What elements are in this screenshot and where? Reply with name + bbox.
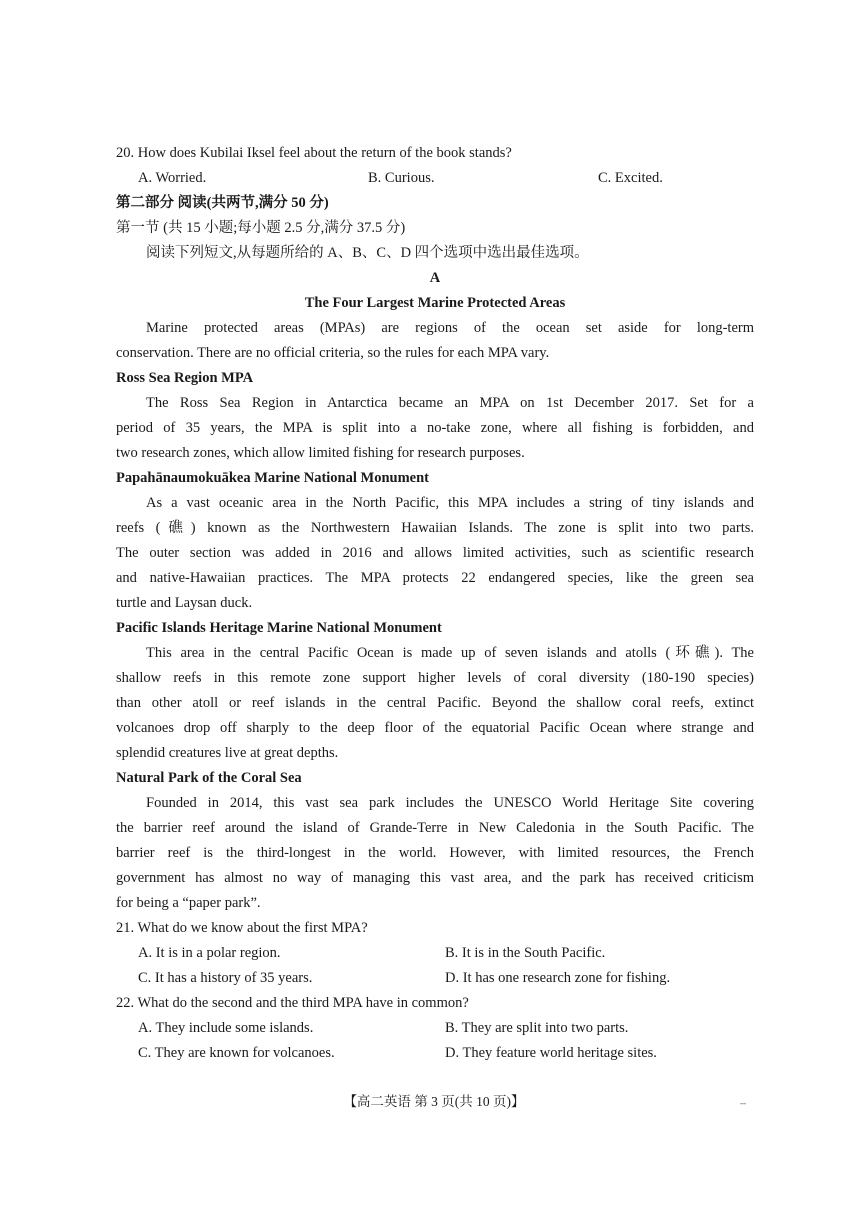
exam-page [116,141,754,1066]
section1-title: 第一节 (共 15 小题;每小题 2.5 分,满分 37.5 分) [116,220,406,236]
paragraph-line: period of 35 years, the MPA is split into a no-take zone, where all fishing is forbidden, and [116,420,754,436]
q22-stem: 22. What do the second and the third MPA have in common? [116,995,469,1011]
q21-stem: 21. What do we know about the first MPA? [116,920,368,936]
section-heading: Pacific Islands Heritage Marine National Monument [116,620,442,636]
q20-option-b: B. Curious. [368,170,435,186]
q21-option-a: A. It is in a polar region. [138,945,281,961]
q20-option-c: C. Excited. [598,170,663,186]
paragraph-line: two research zones, which allow limited fishing for research purposes. [116,445,525,461]
paragraph-line: for being a “paper park”. [116,895,261,911]
page-footer: 【高二英语 第 3 页(共 10 页)】 [343,1094,525,1109]
paragraph-line: than other atoll or reef islands in the central Pacific. Beyond the shallow coral reefs, extinct [116,695,754,711]
paragraph-line: shallow reefs in this remote zone support higher levels of coral diversity (180-190 species) [116,670,754,686]
intro-line: conservation. There are no official criteria, so the rules for each MPA vary. [116,345,550,361]
paragraph-line: the barrier reef around the island of Grande-Terre in New Caledonia in the South Pacific. The [116,820,754,836]
q22-option-a: A. They include some islands. [138,1020,314,1036]
section-heading: Ross Sea Region MPA [116,370,254,386]
q22-option-b: B. They are split into two parts. [445,1020,629,1036]
q21-option-b: B. It is in the South Pacific. [445,945,606,961]
paragraph-line: This area in the central Pacific Ocean is made up of seven islands and atolls (环礁). The [146,645,754,661]
q20-stem: 20. How does Kubilai Iksel feel about the return of the book stands? [116,145,512,161]
q21-option-c: C. It has a history of 35 years. [138,970,313,986]
part2-title: 第二部分 阅读(共两节,满分 50 分) [116,195,329,211]
q22-option-d: D. They feature world heritage sites. [445,1045,657,1061]
paragraph-line: government has almost no way of managing this vast area, and the park has received criticism [116,870,754,886]
paragraph-line: As a vast oceanic area in the North Pacific, this MPA includes a string of tiny islands and [146,495,754,511]
section-heading: Papahānaumokuākea Marine National Monument [116,470,429,486]
intro-line: Marine protected areas (MPAs) are regions of the ocean set aside for long-term [146,320,754,336]
paragraph-line: reefs (礁) known as the Northwestern Hawaiian Islands. The zone is split into two parts. [116,520,754,536]
q22-options-row [116,1041,754,1066]
paragraph-line: Founded in 2014, this vast sea park includes the UNESCO World Heritage Site covering [146,795,754,811]
paragraph-line: turtle and Laysan duck. [116,595,253,611]
paragraph-line: and native-Hawaiian practices. The MPA protects 22 endangered species, like the green sea [116,570,754,586]
passage-title: The Four Largest Marine Protected Areas [304,295,566,311]
paragraph-line: barrier reef is the third-longest in the world. However, with limited resources, the French [116,845,754,861]
q21-options-row [116,966,754,991]
q20-option-a: A. Worried. [138,170,207,186]
paragraph-line: The outer section was added in 2016 and allows limited activities, such as scientific research [116,545,754,561]
q21-options-row [116,941,754,966]
q20-options [116,166,754,191]
paragraph-line: splendid creatures live at great depths. [116,745,339,761]
paragraph-line: volcanoes drop off sharply to the deep floor of the equatorial Pacific Ocean where strange and [116,720,754,736]
corner-mark: -- [740,1098,746,1108]
passage-letter: A [429,270,441,286]
q22-options-row [116,1016,754,1041]
paragraph-line: The Ross Sea Region in Antarctica became an MPA on 1st December 2017. Set for a [146,395,754,411]
q22-option-c: C. They are known for volcanoes. [138,1045,335,1061]
section-heading: Natural Park of the Coral Sea [116,770,302,786]
instruction: 阅读下列短文,从每题所给的 A、B、C、D 四个选项中选出最佳选项。 [146,245,589,261]
q21-option-d: D. It has one research zone for fishing. [445,970,671,986]
